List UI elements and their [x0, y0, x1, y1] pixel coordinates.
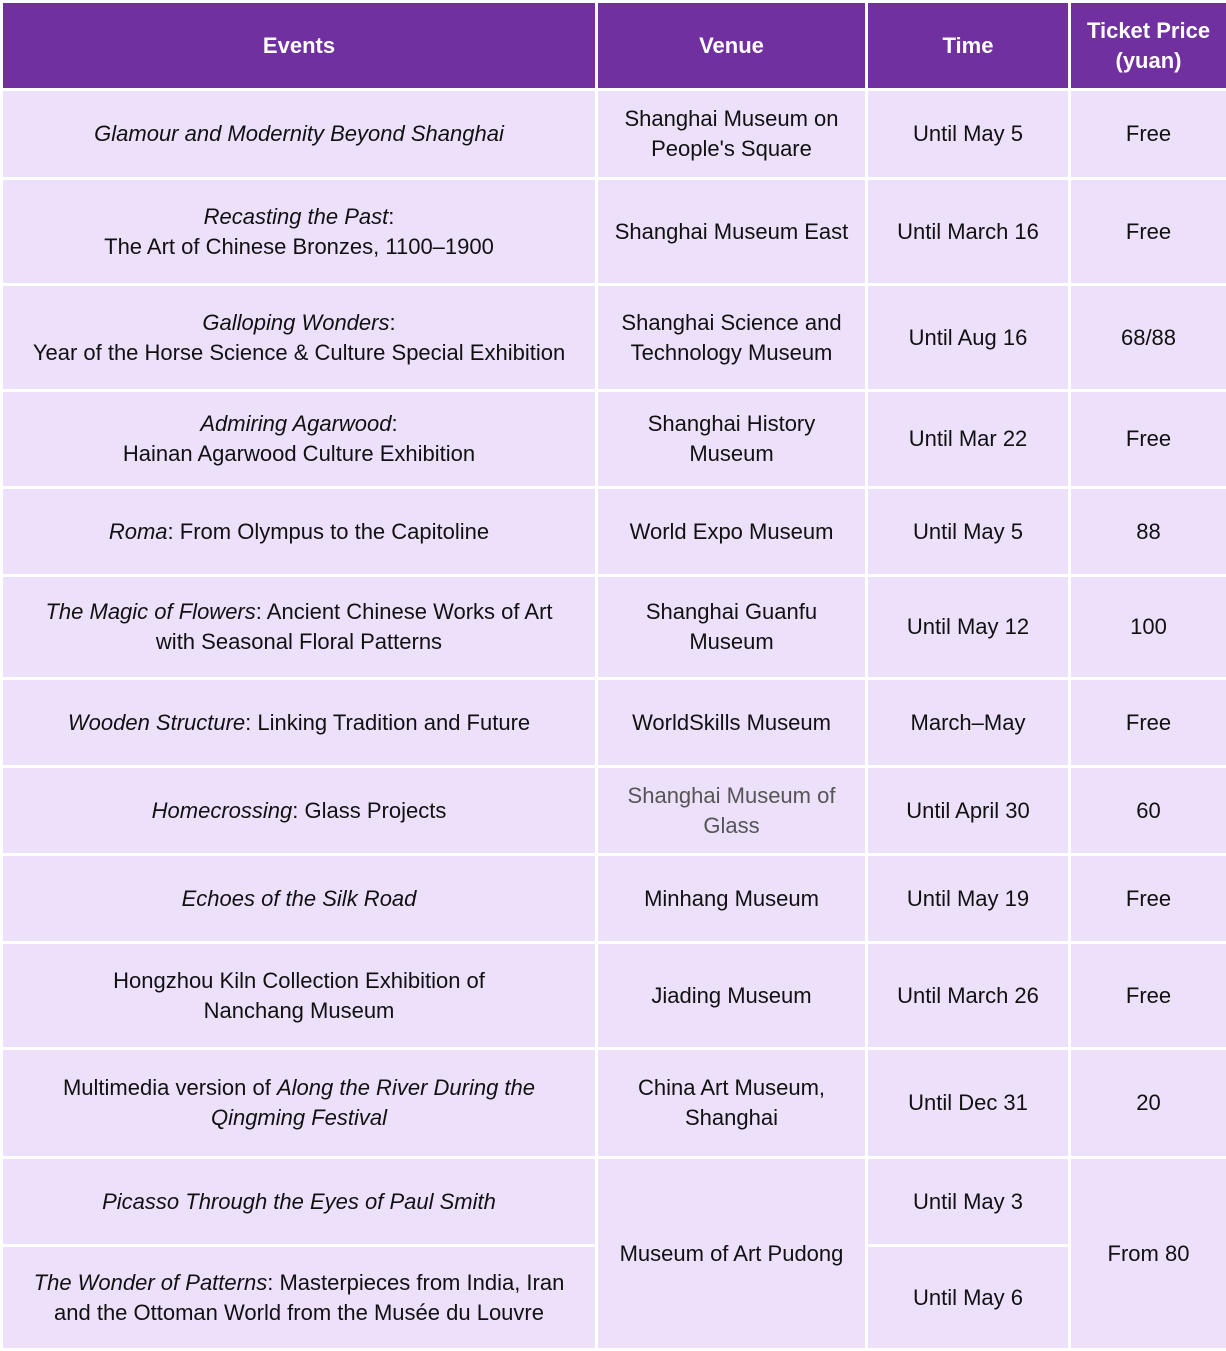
event-subtitle: Linking Tradition and Future	[257, 710, 530, 735]
event-subtitle: Glass Projects	[305, 798, 447, 823]
event-title: The Magic of Flowers	[45, 599, 255, 624]
table-row	[2, 488, 1226, 576]
event-cell: Admiring Agarwood: Hainan Agarwood Culture Exhibition	[2, 391, 597, 488]
venue-cell: World Expo Museum	[597, 488, 867, 576]
price-cell: 88	[1070, 488, 1226, 576]
event-line1: Hongzhou Kiln Collection Exhibition of	[113, 968, 485, 993]
event-title: The Wonder of Patterns	[34, 1270, 268, 1295]
event-cell	[2, 943, 597, 1049]
table-row	[2, 855, 1226, 943]
time-cell: Until May 12	[867, 576, 1070, 679]
price-cell: From 80	[1070, 1158, 1226, 1350]
event-cell: The Magic of Flowers: Ancient Chinese Works of Art with Seasonal Floral Patterns	[2, 576, 597, 679]
header-events: Events	[2, 2, 597, 90]
venue-cell: Shanghai Guanfu Museum	[597, 576, 867, 679]
event-title-part1: Along the River During the	[277, 1075, 535, 1100]
event-subtitle: From Olympus to the Capitoline	[180, 519, 489, 544]
event-cell	[2, 855, 597, 943]
time-cell: Until May 19	[867, 855, 1070, 943]
event-subtitle-line1: Masterpieces from India, Iran	[279, 1270, 564, 1295]
time-cell: Until May 5	[867, 90, 1070, 179]
event-title: Admiring Agarwood	[200, 411, 391, 436]
event-cell: Wooden Structure: Linking Tradition and Future	[2, 679, 597, 767]
event-cell: Galloping Wonders: Year of the Horse Science & Culture Special Exhibition	[2, 285, 597, 391]
venue-cell: Jiading Museum	[597, 943, 867, 1049]
event-title-part2: Qingming Festival	[211, 1105, 387, 1130]
event-cell: The Wonder of Patterns: Masterpieces from India, Iran and the Ottoman World from the Musée du Louvre	[2, 1246, 597, 1350]
header-row	[2, 2, 1226, 90]
header-time: Time	[867, 2, 1070, 90]
price-cell: Free	[1070, 179, 1226, 285]
table-row	[2, 679, 1226, 767]
price-cell: Free	[1070, 943, 1226, 1049]
price-cell: 20	[1070, 1049, 1226, 1158]
table-row	[2, 576, 1226, 679]
price-cell: Free	[1070, 855, 1226, 943]
event-title: Roma	[109, 519, 168, 544]
header-ticket-price	[1070, 2, 1226, 90]
price-cell: 68/88	[1070, 285, 1226, 391]
event-subtitle-line2: with Seasonal Floral Patterns	[156, 629, 442, 654]
table-row	[2, 767, 1226, 855]
venue-cell: Shanghai Museum on People's Square	[597, 90, 867, 179]
table-row	[2, 90, 1226, 179]
table-row	[2, 943, 1226, 1049]
time-cell: Until April 30	[867, 767, 1070, 855]
event-line2: Nanchang Museum	[204, 998, 395, 1023]
event-subtitle: Year of the Horse Science & Culture Special Exhibition	[33, 340, 565, 365]
time-cell: March–May	[867, 679, 1070, 767]
event-title: Glamour and Modernity Beyond Shanghai	[94, 121, 504, 146]
time-cell: Until Dec 31	[867, 1049, 1070, 1158]
event-cell: Recasting the Past: The Art of Chinese Bronzes, 1100–1900	[2, 179, 597, 285]
venue-cell: China Art Museum, Shanghai	[597, 1049, 867, 1158]
event-title: Picasso Through the Eyes of Paul Smith	[102, 1189, 496, 1214]
table-row	[2, 179, 1226, 285]
price-cell: Free	[1070, 90, 1226, 179]
event-subtitle-line2: and the Ottoman World from the Musée du Louvre	[54, 1300, 544, 1325]
venue-cell: Shanghai Museum of Glass	[597, 767, 867, 855]
event-cell	[2, 90, 597, 179]
price-cell: Free	[1070, 679, 1226, 767]
venue-cell: Shanghai Museum East	[597, 179, 867, 285]
event-cell: Roma: From Olympus to the Capitoline	[2, 488, 597, 576]
time-cell: Until Mar 22	[867, 391, 1070, 488]
venue-cell: Minhang Museum	[597, 855, 867, 943]
time-cell: Until March 16	[867, 179, 1070, 285]
price-cell: 100	[1070, 576, 1226, 679]
event-subtitle: The Art of Chinese Bronzes, 1100–1900	[104, 234, 494, 259]
event-title: Galloping Wonders	[202, 310, 389, 335]
price-cell: 60	[1070, 767, 1226, 855]
event-cell: Homecrossing: Glass Projects	[2, 767, 597, 855]
table-row	[2, 391, 1226, 488]
table-row	[2, 1158, 1226, 1246]
event-title: Homecrossing	[152, 798, 293, 823]
event-subtitle: Hainan Agarwood Culture Exhibition	[123, 441, 475, 466]
event-title: Wooden Structure	[68, 710, 245, 735]
time-cell: Until May 3	[867, 1158, 1070, 1246]
venue-cell: WorldSkills Museum	[597, 679, 867, 767]
time-cell: Until Aug 16	[867, 285, 1070, 391]
venue-cell: Shanghai History Museum	[597, 391, 867, 488]
header-price-line1: Ticket Price	[1087, 18, 1210, 43]
header-price-line2: (yuan)	[1116, 48, 1182, 73]
table-row	[2, 285, 1226, 391]
header-venue: Venue	[597, 2, 867, 90]
table-row	[2, 1049, 1226, 1158]
event-cell	[2, 1158, 597, 1246]
event-subtitle-line1: Ancient Chinese Works of Art	[267, 599, 553, 624]
time-cell: Until May 6	[867, 1246, 1070, 1350]
venue-cell: Shanghai Science and Technology Museum	[597, 285, 867, 391]
event-prefix: Multimedia version of	[63, 1075, 271, 1100]
event-title: Echoes of the Silk Road	[182, 886, 417, 911]
event-cell	[2, 1049, 597, 1158]
time-cell: Until May 5	[867, 488, 1070, 576]
event-title: Recasting the Past	[204, 204, 389, 229]
venue-cell: Museum of Art Pudong	[597, 1158, 867, 1350]
price-cell: Free	[1070, 391, 1226, 488]
time-cell: Until March 26	[867, 943, 1070, 1049]
